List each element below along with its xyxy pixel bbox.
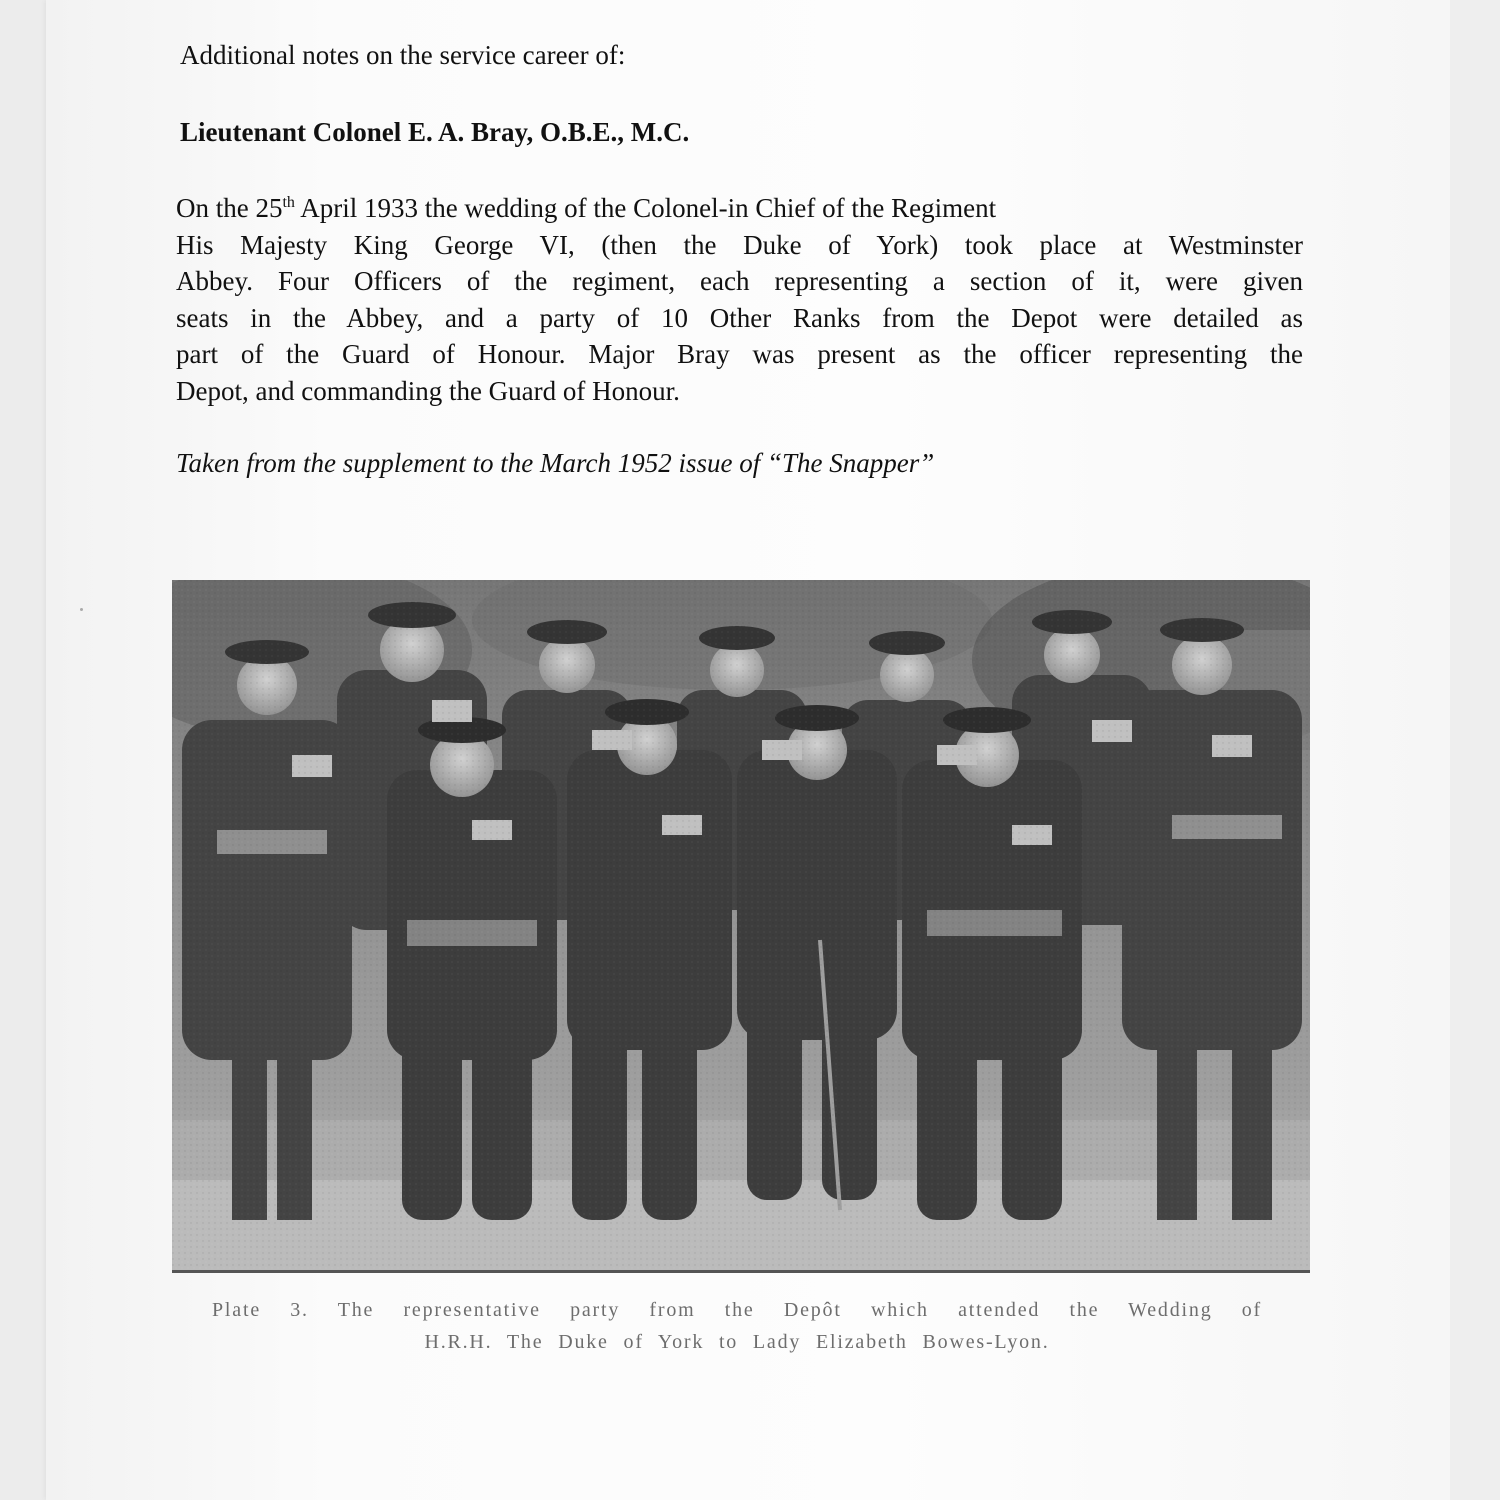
paragraph-line-2: His Majesty King George VI, (then the Duke of York) took place at Westminster bbox=[176, 229, 1303, 260]
page-right-margin bbox=[1450, 0, 1500, 1500]
paragraph-line-1: On the 25th April 1933 the wedding of the Colonel-in Chief of the Regiment bbox=[176, 193, 997, 223]
plate-caption bbox=[212, 1294, 1262, 1358]
plate-caption-line-1: Plate 3. The representative party from the Depôt which attended the Wedding of bbox=[212, 1299, 1262, 1321]
group-photograph bbox=[172, 580, 1310, 1270]
page-left-margin bbox=[0, 0, 46, 1500]
ordinal-suffix: th bbox=[282, 194, 295, 211]
intro-text: Additional notes on the service career of: bbox=[180, 40, 626, 70]
group-photograph-image bbox=[172, 580, 1310, 1270]
paragraph-line-6: Depot, and commanding the Guard of Honour. bbox=[176, 375, 680, 406]
paragraph-line-5: part of the Guard of Honour. Major Bray was present as the officer representing the bbox=[176, 339, 1303, 369]
officer-name-heading: Lieutenant Colonel E. A. Bray, O.B.E., M.C. bbox=[180, 117, 690, 147]
paragraph-line-4: seats in the Abbey, and a party of 10 Other Ranks from the Depot were detailed as bbox=[176, 302, 1303, 333]
paper-speck bbox=[80, 608, 83, 611]
source-citation: Taken from the supplement to the March 1952 issue of “The Snapper” bbox=[176, 448, 935, 478]
photo-bottom-rule bbox=[172, 1270, 1310, 1273]
paragraph-line-3: Abbey. Four Officers of the regiment, each representing a section of it, were given bbox=[176, 266, 1303, 296]
body-paragraph bbox=[176, 190, 1303, 409]
plate-caption-line-2: H.R.H. The Duke of York to Lady Elizabeth Bowes-Lyon. bbox=[424, 1331, 1050, 1353]
